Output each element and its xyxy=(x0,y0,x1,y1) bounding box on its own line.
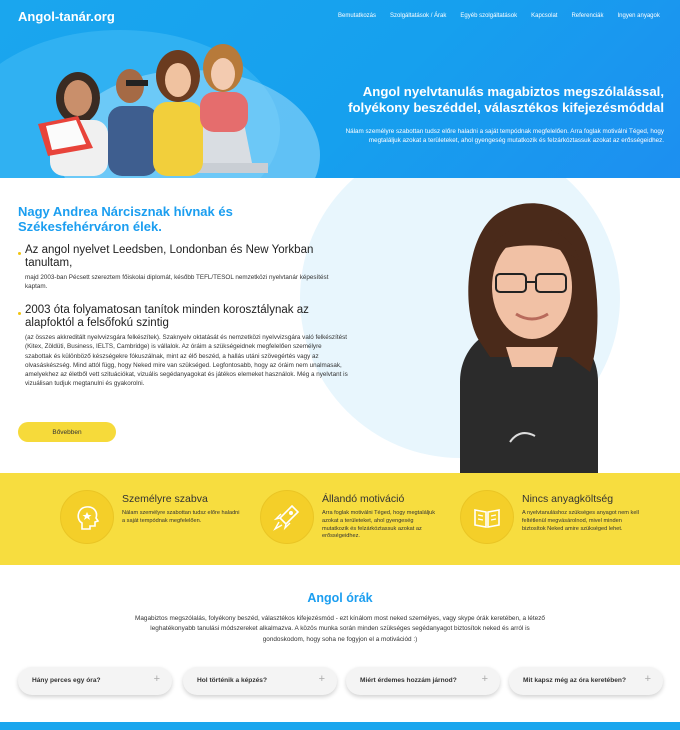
hero-lead: Nálam személyre szabottan tudsz előre haladni a saját tempódnak megfelelően. Arra foglak motiválni Téged, hogy megtaláljuk azokat a területeket, ahol gyengeség mutatkozik és felzárkóztassuk azokat az erősségeidhez. xyxy=(345,128,664,144)
nav-link-szolgaltatasok[interactable]: Szolgáltatások / Árak xyxy=(390,13,447,19)
hero-section xyxy=(0,0,680,178)
features-section xyxy=(0,473,680,565)
bullet-heading: 2003 óta folyamatosan tanítok minden korosztálynak az alapfoktól a felsőfokú szintig xyxy=(25,304,309,329)
nav-link-referenciak[interactable]: Referenciák xyxy=(571,13,604,19)
about-bullet-education xyxy=(18,244,348,292)
feature-motivation xyxy=(260,490,470,550)
nav-link-ingyen-anyagok[interactable]: Ingyen anyagok xyxy=(617,13,660,19)
hero-title: Angol nyelvtanulás magabiztos megszólalással, folyékony beszéddel, választékos kifejezésmóddal xyxy=(348,84,664,115)
faq-item-extras[interactable] xyxy=(509,667,663,695)
feature-title: Személyre szabva xyxy=(122,493,208,505)
plus-icon[interactable]: + xyxy=(153,673,160,685)
students-photo xyxy=(38,28,268,176)
lessons-intro: Magabiztos megszólalás, folyékony beszéd, választékos kifejezésmód - ezt kínálom most neked személyes, vagy skype órák keretében, a létező leghatékonyabb tanulási módszereket alkalmazva. A közös munka során minden szükséges segédanyagot biztosítok neked és arról is gondoskodom, hogy soha ne fogyjon el a motivációd :) xyxy=(135,615,545,643)
bullet-text: (az összes akkreditált nyelvvizsgára felkészítek). Szaknyelv oktatását és nemzetközi nyelvvizsgára való felkészítést (Kitex, Zöldüti, Business, IELTS, Cambridge) is vállalok. Az óráim a szükségeidnek megfelelően személyre szabottak és különböző készségekre fókuszálnak, mint az élő beszéd, a hallás utáni szövegértés vagy az olvasáskészség. Mind attól függ, hogy Neked mire van szükséged. Legfontosabb, hogy az óráim nem unalmasak, amelyekhez az életből vett szituációkat, vizuális segédanyagokat és játékos elemeket használok. Még a nyelvtant is vizuálisan tudjuk megtanulni és gyakorolni. xyxy=(25,334,348,388)
faq-item-why-me[interactable] xyxy=(346,667,500,695)
nav-link-kapcsolat[interactable]: Kapcsolat xyxy=(531,13,558,19)
feature-text: A nyelvtanuláshoz szükséges anyagot nem kell feltétlenül megvásárolnod, mivel minden biztosítok Neked amire szükséged lehet. xyxy=(522,510,639,532)
feature-title: Nincs anyagköltség xyxy=(522,493,614,505)
feature-no-material-cost xyxy=(460,490,670,550)
lessons-title: Angol órák xyxy=(307,591,373,605)
feature-personalized xyxy=(60,490,270,550)
faq-item-location[interactable] xyxy=(183,667,337,695)
feature-title: Állandó motiváció xyxy=(322,493,405,505)
open-book-icon xyxy=(460,490,514,544)
about-bullet-teaching xyxy=(18,304,348,389)
more-button[interactable]: Bővebben xyxy=(18,422,116,442)
lessons-section xyxy=(0,565,680,730)
site-logo[interactable]: Angol-tanár.org xyxy=(18,9,115,24)
faq-question: Mit kapsz még az óra keretében? xyxy=(523,677,626,684)
bullet-dot xyxy=(18,312,21,315)
feature-text: Arra foglak motiválni Téged, hogy megtaláljuk azokat a területeket, ahol gyengeség mutatkozik és felzárkóztassuk azokat az erősségeidhez. xyxy=(322,510,436,540)
faq-item-lesson-length[interactable] xyxy=(18,667,172,695)
about-title: Nagy Andrea Nárcisznak hívnak és Székesfehérváron élek. xyxy=(18,204,233,234)
feature-text: Nálam személyre szabottan tudsz előre haladni a saját tempódnak megfelelően. xyxy=(122,510,240,524)
main-nav xyxy=(338,13,674,19)
nav-link-bemutatkozas[interactable]: Bemutatkozás xyxy=(338,13,377,19)
teacher-portrait xyxy=(440,192,618,473)
bullet-dot xyxy=(18,252,21,255)
faq-question: Hol történik a képzés? xyxy=(197,677,267,684)
bullet-text: majd 2003-ban Pécsett szereztem főiskolai diplomát, később TEFL/TESOL nemzetközi nyelvtanár képesítést kaptam. xyxy=(25,274,329,291)
faq-question: Miért érdemes hozzám járnod? xyxy=(360,677,457,684)
plus-icon[interactable]: + xyxy=(644,673,651,685)
bullet-heading: Az angol nyelvet Leedsben, Londonban és New Yorkban tanultam, xyxy=(25,244,314,269)
plus-icon[interactable]: + xyxy=(318,673,325,685)
faq-question: Hány perces egy óra? xyxy=(32,677,101,684)
rocket-icon xyxy=(260,490,314,544)
about-section xyxy=(0,178,680,473)
plus-icon[interactable]: + xyxy=(481,673,488,685)
footer-strip xyxy=(0,722,680,730)
head-profile-icon xyxy=(60,490,114,544)
nav-link-egyeb[interactable]: Egyéb szolgáltatások xyxy=(460,13,518,19)
